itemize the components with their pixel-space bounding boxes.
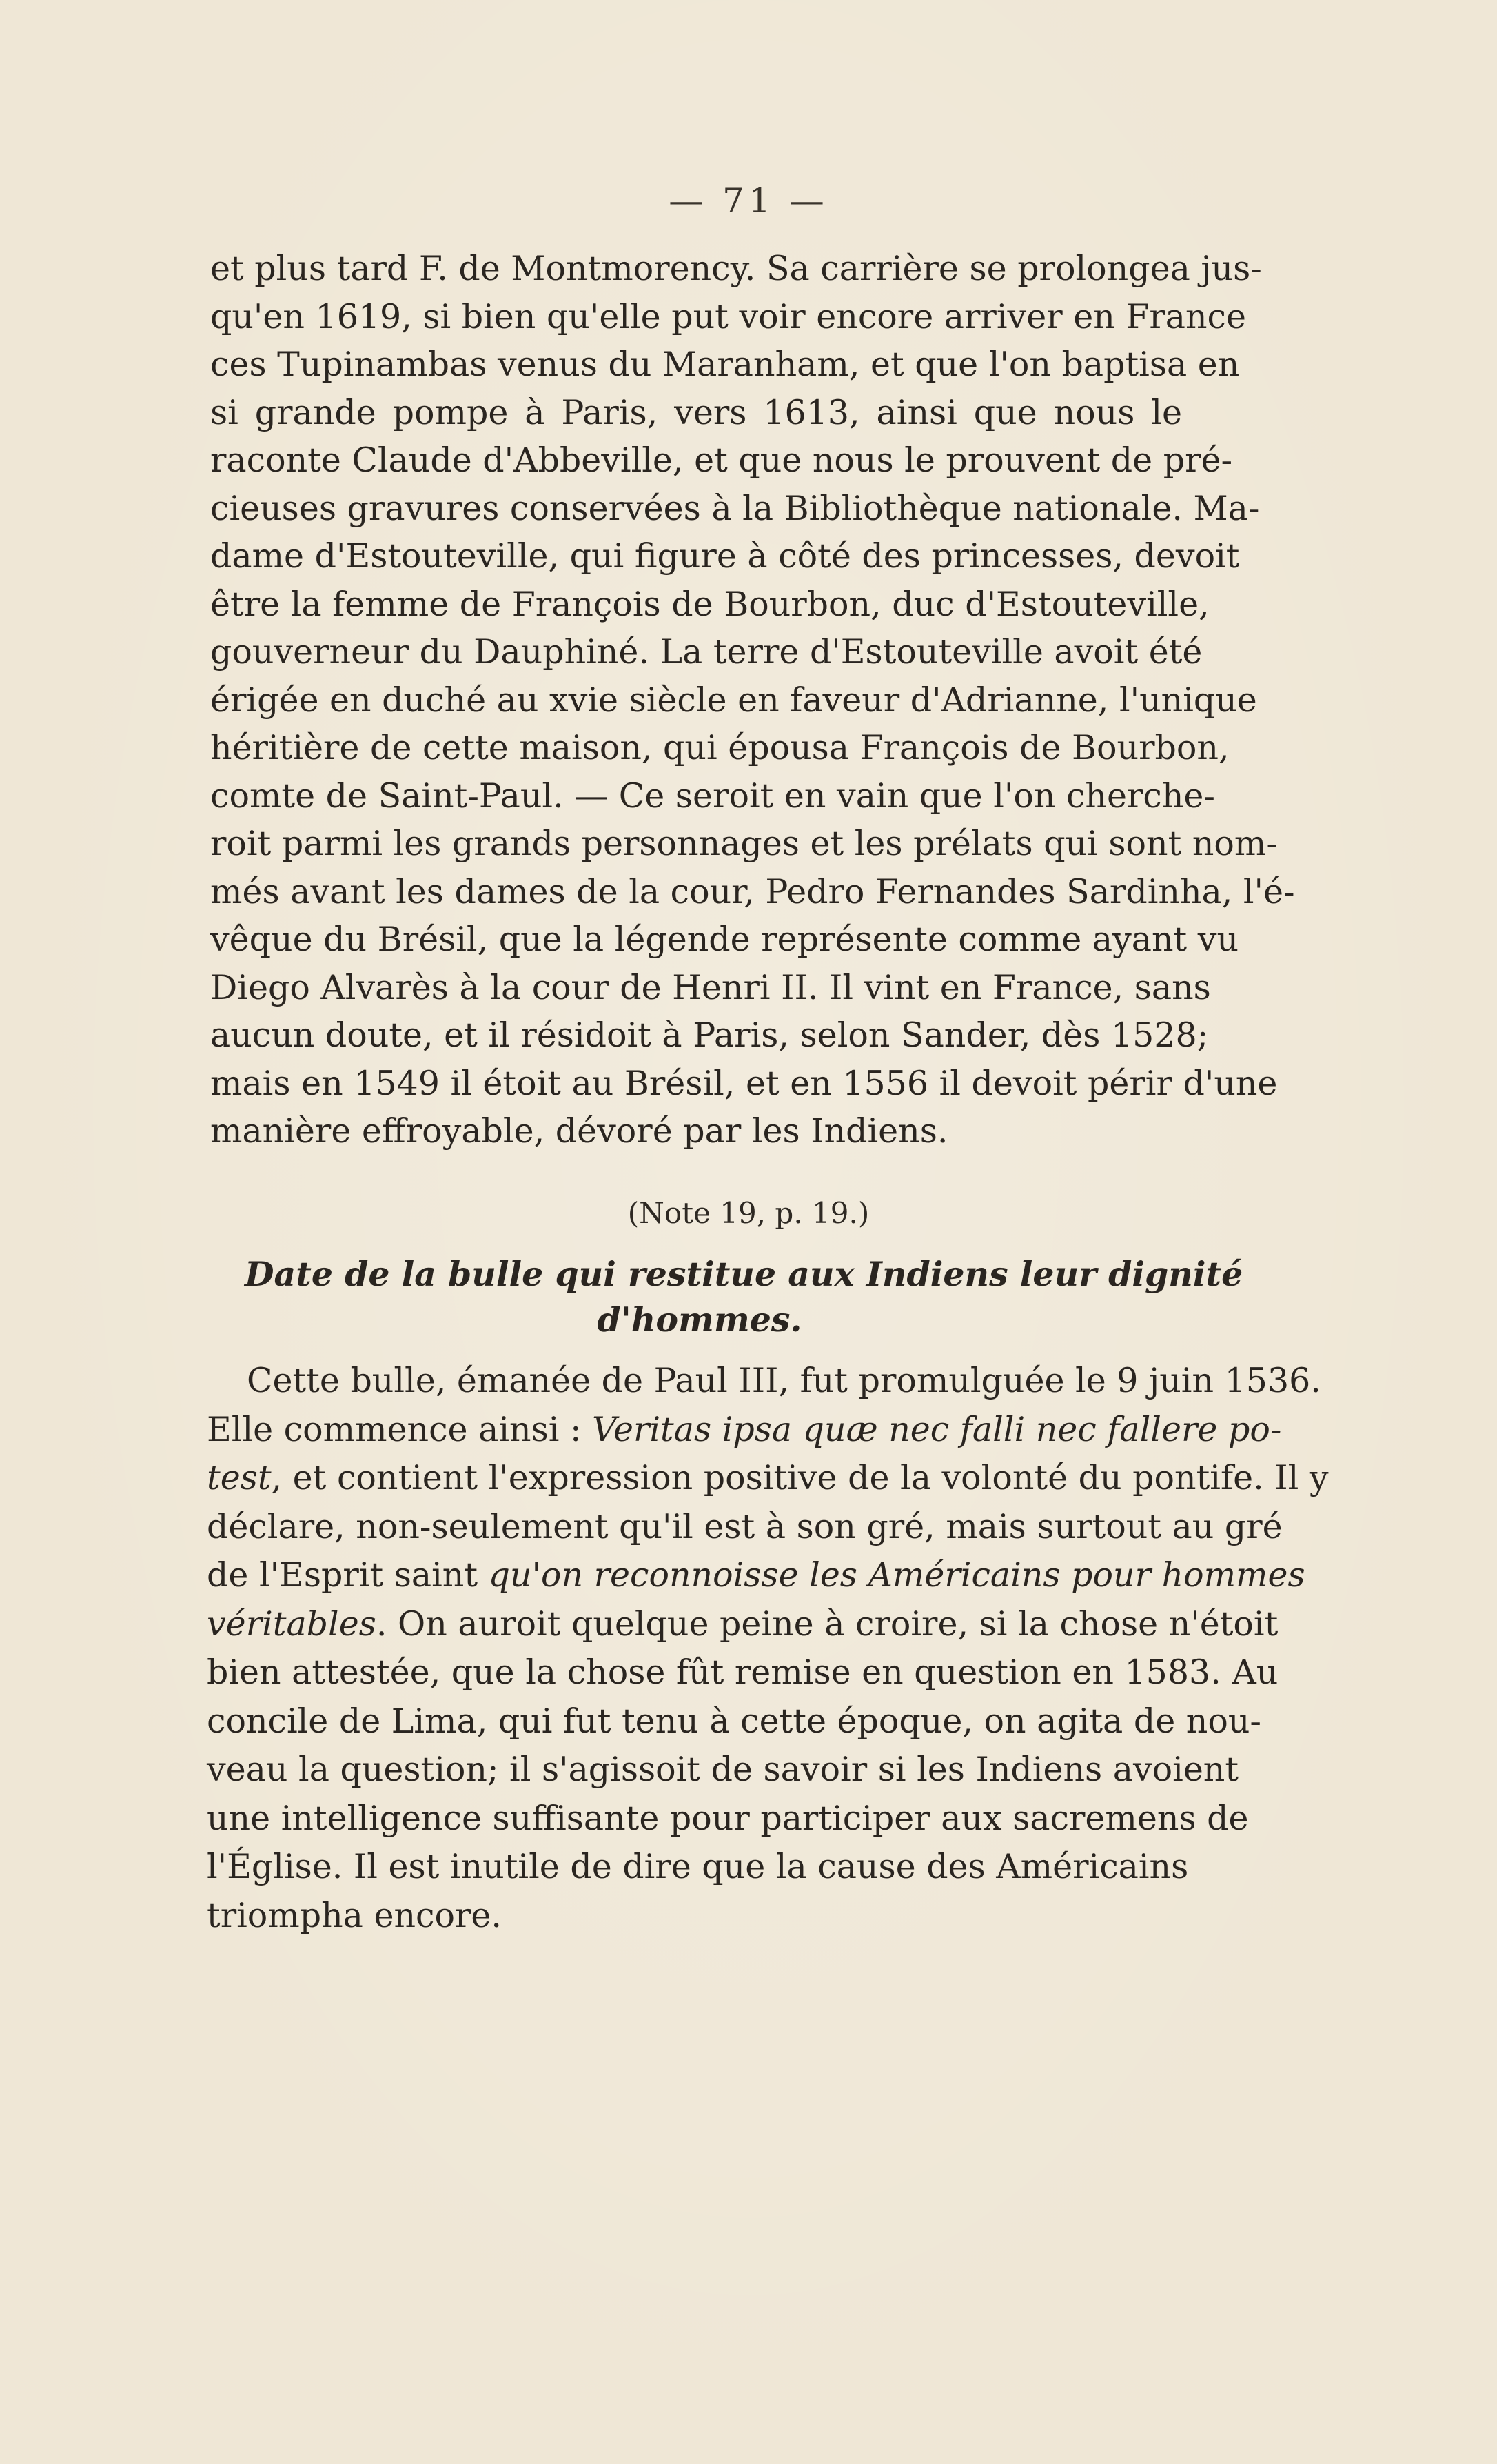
text-line: érigée en duché au xvie siècle en faveur d'Adrianne, l'unique	[210, 680, 1257, 720]
text-line: comte de Saint-Paul. — Ce seroit en vain que l'on cherche-	[210, 776, 1215, 816]
text-line: manière effroyable, dévoré par les Indiens.	[210, 1111, 948, 1151]
note-line	[207, 1406, 1282, 1455]
text-line: raconte Claude d'Abbeville, et que nous le prouvent de pré-	[210, 441, 1233, 480]
note-title-line: d'hommes.	[597, 1300, 802, 1340]
note-body	[207, 1357, 1329, 1940]
note-text: . On auroit quelque peine à croire, si la chose n'étoit	[376, 1604, 1279, 1644]
note-text: Elle commence ainsi :	[207, 1409, 593, 1449]
text-line: héritière de cette maison, qui épousa François de Bourbon,	[210, 728, 1230, 767]
note-text: de l'Esprit saint	[207, 1555, 489, 1595]
note-line: veau la question; il s'agissoit de savoir si les Indiens avoient	[207, 1750, 1239, 1789]
note-text: , et contient l'expression positive de la volonté du pontife. Il y	[271, 1458, 1329, 1497]
text-line: ces Tupinambas venus du Maranham, et que l'on baptisa en	[210, 345, 1240, 384]
text-line: Diego Alvarès à la cour de Henri II. Il vint en France, sans	[210, 967, 1211, 1007]
note-title	[245, 1251, 1243, 1342]
main-paragraph	[210, 245, 1295, 1155]
note-line	[207, 1454, 1329, 1503]
text-line: mais en 1549 il étoit au Brésil, et en 1556 il devoit périr d'une	[210, 1063, 1278, 1103]
latin-quote: Veritas ipsa quæ nec falli nec fallere po-	[592, 1409, 1282, 1449]
text-line: et plus tard F. de Montmorency. Sa carrière se prolongea jus-	[210, 249, 1262, 288]
note-line: une intelligence suffisante pour participer aux sacremens de	[207, 1798, 1249, 1838]
text-line: être la femme de François de Bourbon, duc d'Estouteville,	[210, 584, 1210, 624]
emphasis-text: qu'on reconnoisse les Américains pour hommes	[488, 1555, 1305, 1595]
text-line: gouverneur du Dauphiné. La terre d'Estouteville avoit été	[210, 632, 1203, 671]
emphasis-text: véritables	[207, 1604, 376, 1644]
note-line	[207, 1551, 1305, 1600]
text-line: si grande pompe à Paris, vers 1613, ainsi que nous le	[210, 392, 1182, 432]
latin-quote: test	[207, 1458, 272, 1497]
text-line: cieuses gravures conservées à la Bibliothèque nationale. Ma-	[210, 488, 1260, 528]
note-line: concile de Lima, qui fut tenu à cette époque, on agita de nou-	[207, 1701, 1261, 1741]
text-line: més avant les dames de la cour, Pedro Fernandes Sardinha, l'é-	[210, 871, 1295, 911]
text-line: roit parmi les grands personnages et les prélats qui sont nom-	[210, 824, 1278, 863]
note-line	[207, 1600, 1279, 1649]
note-line: bien attestée, que la chose fût remise en question en 1583. Au	[207, 1653, 1279, 1692]
text-line: dame d'Estouteville, qui figure à côté des princesses, devoit	[210, 536, 1240, 576]
note-line: Cette bulle, émanée de Paul III, fut promulguée le 9 juin 1536.	[247, 1361, 1321, 1400]
note-title-line: Date de la bulle qui restitue aux Indiens leur dignité	[245, 1254, 1243, 1294]
note-line: triompha encore.	[207, 1895, 502, 1935]
text-line: vêque du Brésil, que la légende représente comme ayant vu	[210, 920, 1239, 959]
note-line: déclare, non-seulement qu'il est à son gré, mais surtout au gré	[207, 1506, 1283, 1546]
page-number: — 71 —	[669, 181, 828, 221]
note-line: l'Église. Il est inutile de dire que la cause des Américains	[207, 1847, 1189, 1886]
note-reference: (Note 19, p. 19.)	[627, 1196, 870, 1230]
text-line: aucun doute, et il résidoit à Paris, selon Sander, dès 1528;	[210, 1016, 1209, 1055]
text-line: qu'en 1619, si bien qu'elle put voir encore arriver en France	[210, 296, 1246, 336]
